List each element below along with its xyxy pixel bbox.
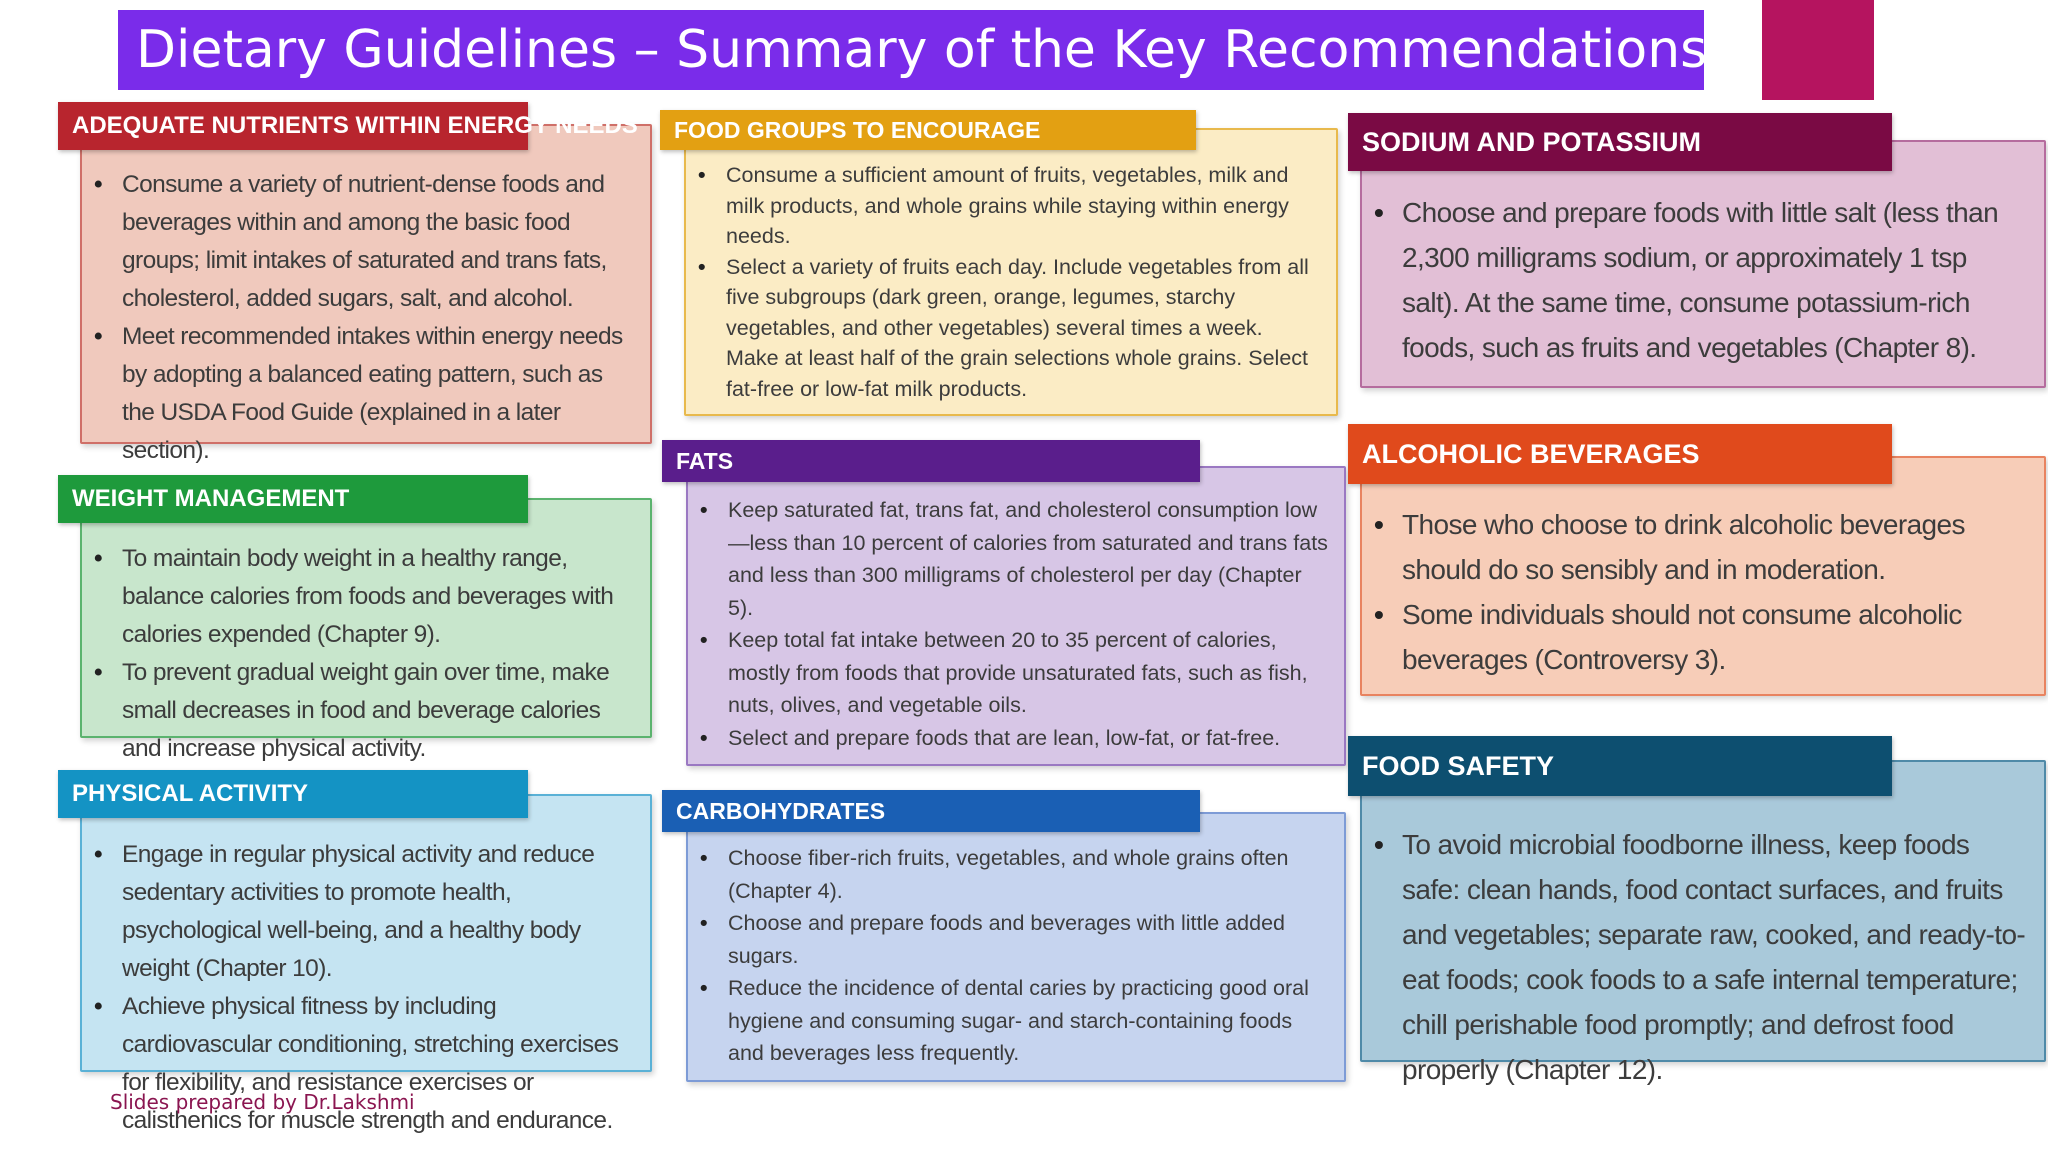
panel-food-groups: [684, 128, 1338, 416]
heading-sodium-potassium: SODIUM AND POTASSIUM: [1348, 113, 1892, 171]
heading-fats: FATS: [662, 440, 1200, 482]
bullet-list: [698, 842, 1328, 1070]
list-item: • Select a variety of fruits each day. Include vegetables from all five subgroups (dark green, orange, legumes, starchy vegetables, and other vegetables) several times a week. Make at least half of the grain selections whole grains. Select fat-free or low-fat milk products.: [696, 252, 1320, 405]
list-item: • Meet recommended intakes within energy needs by adopting a balanced eating pattern, such as the USDA Food Guide (explained in a later section).: [92, 318, 634, 470]
bullet-list: [1372, 190, 2028, 370]
bullet-list: [92, 166, 634, 470]
heading-adequate-nutrients: ADEQUATE NUTRIENTS WITHIN ENERGY NEEDS: [58, 102, 528, 150]
bullet-list: [696, 160, 1320, 404]
list-item: • Choose and prepare foods with little salt (less than 2,300 milligrams sodium, or approximately 1 tsp salt). At the same time, consume potassium-rich foods, such as fruits and vegetables (Chapter 8).: [1372, 190, 2028, 370]
heading-physical-activity: PHYSICAL ACTIVITY: [58, 770, 528, 818]
bullet-list: [1372, 502, 2028, 682]
list-item: • To maintain body weight in a healthy range, balance calories from foods and beverages with calories expended (Chapter 9).: [92, 540, 638, 654]
panel-fats: [686, 466, 1346, 766]
list-item: • Keep total fat intake between 20 to 35 percent of calories, mostly from foods that provide unsaturated fats, such as fish, nuts, olives, and vegetable oils.: [698, 624, 1328, 722]
list-item: • Those who choose to drink alcoholic beverages should do so sensibly and in moderation.: [1372, 502, 2028, 592]
heading-food-groups: FOOD GROUPS TO ENCOURAGE: [660, 110, 1196, 150]
panel-food-safety: [1360, 760, 2046, 1085]
panel-carbohydrates: [686, 812, 1346, 1082]
list-item: • Consume a variety of nutrient-dense foods and beverages within and among the basic food groups; limit intakes of saturated and trans fats, cholesterol, added sugars, salt, and alcohol.: [92, 166, 634, 318]
heading-alcoholic-beverages: ALCOHOLIC BEVERAGES: [1348, 424, 1892, 484]
list-item: • Keep saturated fat, trans fat, and cholesterol consumption low—less than 10 percent of calories from saturated and trans fats and less than 300 milligrams of cholesterol per day (Chapter 5).: [698, 494, 1328, 624]
panel-alcoholic-beverages: [1360, 456, 2046, 696]
list-item: • To avoid microbial foodborne illness, keep foods safe: clean hands, food contact surfaces, and fruits and vegetables; separate raw, cooked, and ready-to-eat foods; cook foods to a safe internal temperature; chill perishable food promptly; and defrost food properly (Chapter 12).: [1372, 822, 2028, 1092]
list-item: • Reduce the incidence of dental caries by practicing good oral hygiene and consuming sugar- and starch-containing foods and beverages less frequently.: [698, 972, 1328, 1070]
list-item: • Engage in regular physical activity and reduce sedentary activities to promote health, psychological well-being, and a healthy body weight (Chapter 10).: [92, 836, 638, 988]
list-item: • Achieve physical fitness by including cardiovascular conditioning, stretching exercises for flexibility, and resistance exercises or calisthenics for muscle strength and endurance.: [92, 988, 638, 1140]
list-item: • Consume a sufficient amount of fruits, vegetables, milk and milk products, and whole grains while staying within energy needs.: [696, 160, 1320, 252]
heading-carbohydrates: CARBOHYDRATES: [662, 790, 1200, 832]
heading-weight-management: WEIGHT MANAGEMENT: [58, 475, 528, 523]
slide-title: Dietary Guidelines – Summary of the Key Recommendations: [118, 10, 1704, 90]
bullet-list: [92, 540, 638, 768]
list-item: • Some individuals should not consume alcoholic beverages (Controversy 3).: [1372, 592, 2028, 682]
bullet-list: [698, 494, 1328, 754]
heading-food-safety: FOOD SAFETY: [1348, 736, 1892, 796]
panel-sodium-potassium: [1360, 140, 2046, 388]
accent-square: [1762, 0, 1874, 100]
list-item: • Choose and prepare foods and beverages with little added sugars.: [698, 907, 1328, 972]
list-item: • To prevent gradual weight gain over time, make small decreases in food and beverage calories and increase physical activity.: [92, 654, 638, 768]
list-item: • Select and prepare foods that are lean, low-fat, or fat-free.: [698, 722, 1328, 755]
bullet-list: [1372, 822, 2028, 1092]
footer-credit: Slides prepared by Dr.Lakshmi: [110, 1090, 415, 1114]
list-item: • Choose fiber-rich fruits, vegetables, and whole grains often (Chapter 4).: [698, 842, 1328, 907]
panel-weight-management: [80, 498, 652, 762]
panel-adequate-nutrients: [80, 124, 652, 464]
